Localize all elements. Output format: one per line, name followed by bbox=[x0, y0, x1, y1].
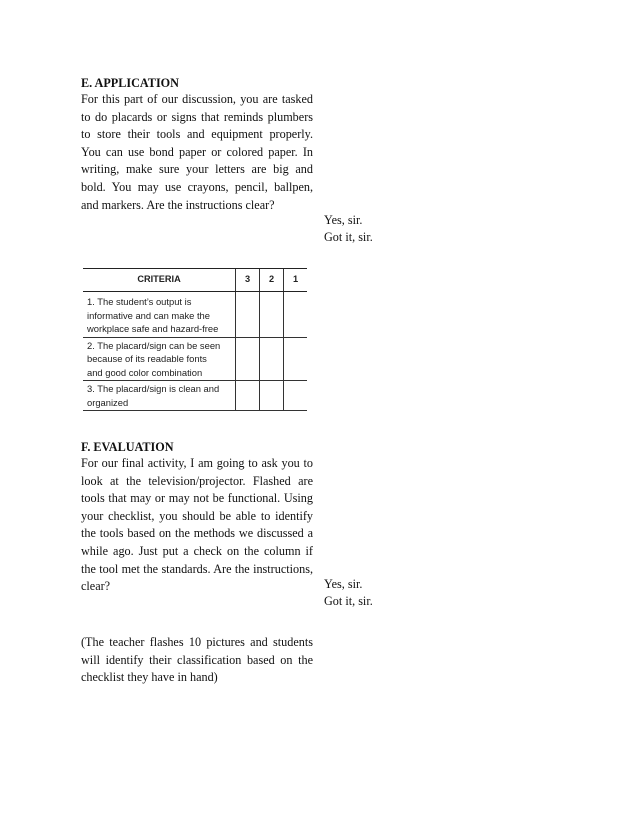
score-cell bbox=[284, 292, 307, 338]
score-cell bbox=[284, 337, 307, 381]
criteria-line: organized bbox=[87, 396, 129, 408]
evaluation-paragraph: For our final activity, I am going to ask you to look at the television/projector. Flashed are tools that may or may not be functional. Using your checklist, you should be able to identify the tools based on the methods we discussed a while ago. Just put a check on the column if the tool met the standards. Are the instructions, clear? bbox=[81, 456, 313, 594]
criteria-line: 1. The student’s output is bbox=[87, 296, 192, 307]
criteria-table bbox=[83, 268, 307, 411]
criteria-row bbox=[83, 381, 307, 411]
evaluation-responses bbox=[324, 576, 373, 610]
criteria-header-row bbox=[83, 269, 307, 292]
score-cell bbox=[260, 381, 284, 411]
evaluation-heading: F. EVALUATION bbox=[81, 440, 174, 454]
score-cell bbox=[236, 337, 260, 381]
application-responses bbox=[324, 212, 373, 246]
score-header-1: 1 bbox=[284, 269, 307, 292]
evaluation-response-2: Got it, sir. bbox=[324, 594, 373, 608]
criteria-cell bbox=[83, 381, 236, 411]
criteria-row bbox=[83, 337, 307, 381]
criteria-line: informative and can make the bbox=[87, 309, 210, 321]
criteria-header: CRITERIA bbox=[83, 269, 236, 292]
evaluation-note: (The teacher flashes 10 pictures and students will identify their classification based on the checklist they have in hand) bbox=[81, 635, 313, 685]
score-header-3: 3 bbox=[236, 269, 260, 292]
score-cell bbox=[260, 337, 284, 381]
application-response-2: Got it, sir. bbox=[324, 230, 373, 244]
criteria-line: workplace safe and hazard-free bbox=[87, 323, 219, 334]
score-cell bbox=[236, 292, 260, 338]
evaluation-response-1: Yes, sir. bbox=[324, 577, 363, 591]
criteria-line: 3. The placard/sign is clean and bbox=[87, 383, 220, 394]
criteria-row bbox=[83, 292, 307, 338]
score-cell bbox=[260, 292, 284, 338]
criteria-cell bbox=[83, 292, 236, 338]
criteria-line: because of its readable fonts bbox=[87, 353, 207, 364]
application-paragraph: For this part of our discussion, you are tasked to do placards or signs that reminds plumbers to store their tools and equipment properly. You can use bond paper or colored paper. In writing, make sure your letters are big and bold. You may use crayons, pencil, ballpen, and markers. Are the instructions clear? bbox=[81, 92, 313, 212]
criteria-line: and good color combination bbox=[87, 366, 203, 378]
score-cell bbox=[236, 381, 260, 411]
criteria-line: 2. The placard/sign can be seen bbox=[87, 339, 221, 351]
criteria-cell bbox=[83, 337, 236, 381]
score-cell bbox=[284, 381, 307, 411]
application-heading: E. APPLICATION bbox=[81, 76, 179, 90]
application-response-1: Yes, sir. bbox=[324, 213, 363, 227]
score-header-2: 2 bbox=[260, 269, 284, 292]
